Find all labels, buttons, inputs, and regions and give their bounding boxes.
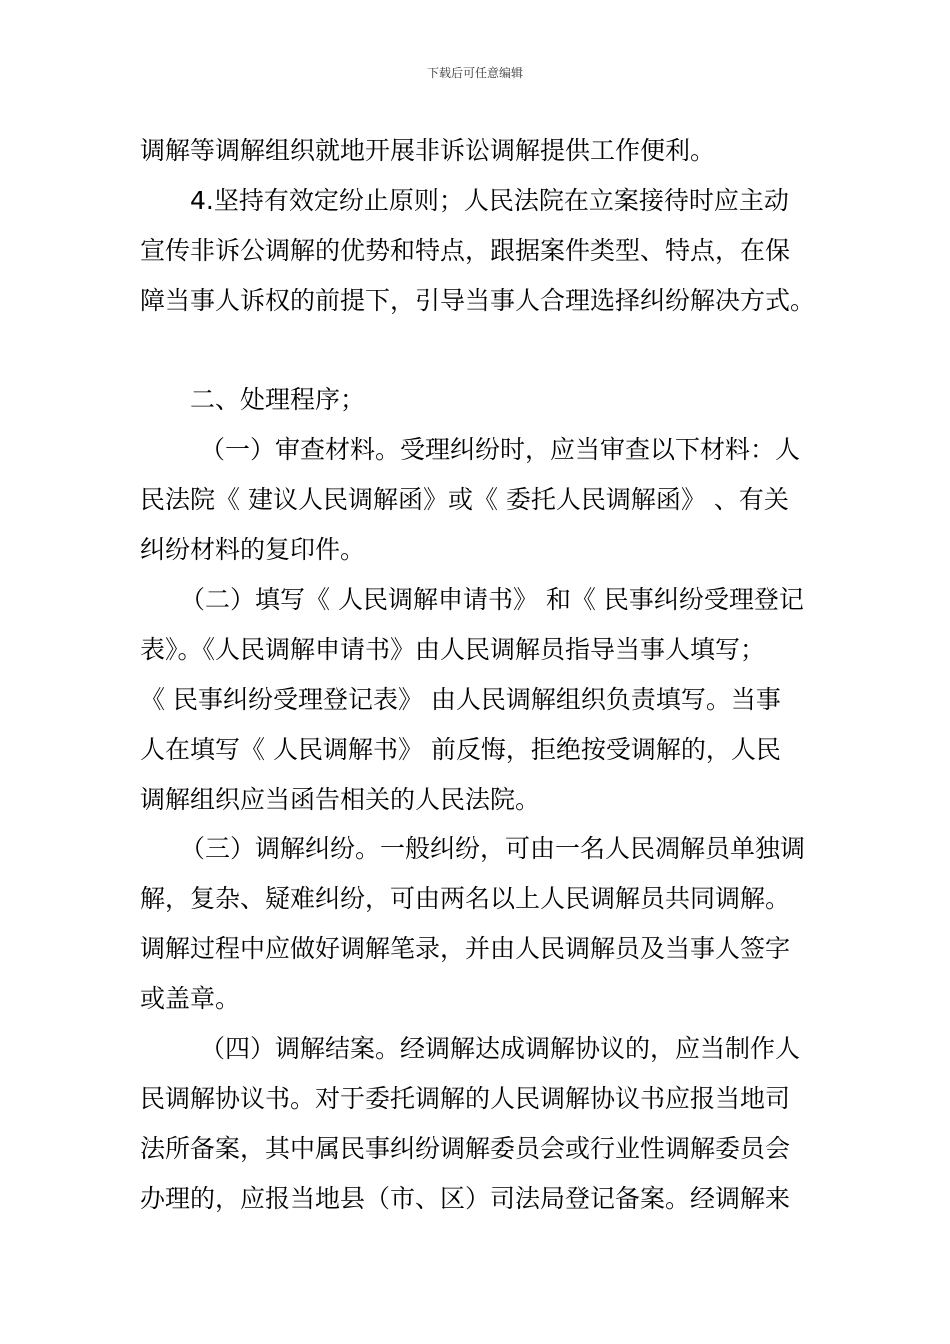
- body-line-4: 障当事人诉权的前提下，引导当事人合理选择纠纷解决方式。: [140, 286, 816, 315]
- body-line-19: 民调解协议书。对于委托调解的人民调解协议书应报当地司: [140, 1084, 791, 1113]
- body-line-8: 纠纷材料的复印件。: [140, 535, 366, 564]
- body-line-13: 调解组织应当函告相关的人民法院。: [140, 785, 541, 814]
- body-line-20: 法所备案，其中属民事纠纷调解委员会或行业性调解委员会: [140, 1134, 791, 1163]
- body-line-11: 《 民事纠纷受理登记表》 由人民调解组织负责填写。当事: [140, 685, 781, 714]
- body-line-2: 4.坚持有效定纷止原则；人民法院在立案接待时应主动: [190, 186, 789, 215]
- body-line-1: 调解等调解组织就地开展非诉讼调解提供工作便利。: [140, 136, 716, 165]
- body-line-7: 民法院《 建议人民调解函》或《 委托人民调解函》 、有关: [140, 485, 789, 514]
- page-header: 下载后可任意编辑: [426, 66, 523, 80]
- body-line-18: （四）调解结案。经调解达成调解协议的，应当制作人: [200, 1034, 801, 1063]
- section-heading: 二、处理程序；: [190, 385, 366, 414]
- body-line-17: 或盖章。: [140, 984, 241, 1013]
- body-line-9: （二）填写《 人民调解申请书》 和《 民事纠纷受理登记: [180, 585, 804, 614]
- body-line-3: 宣传非诉公调解的优势和特点，跟据案件类型、特点，在保: [140, 236, 791, 265]
- body-line-21: 办理的，应报当地县（市、区）司法局登记备案。经调解来: [140, 1184, 791, 1213]
- body-line-15: 解，复杂、疑难纠纷，可由两名以上人民调解员共同调解。: [140, 884, 791, 913]
- body-line-14: （三）调解纠纷。一般纠纷，可由一名人民凋解员单独调: [180, 834, 806, 863]
- body-line-10: 表》。《人民调解申请书》由人民调解员指导当事人填写；: [140, 635, 766, 664]
- body-line-12: 人在填写《 人民调解书》 前反悔，拒绝按受调解的，人民: [140, 735, 781, 764]
- body-line-16: 调解过程中应做好调解笔录，并由人民调解员及当事人签字: [140, 934, 791, 963]
- body-line-6: （一）审查材料。受理纠纷时，应当审查以下材料：人: [200, 435, 801, 464]
